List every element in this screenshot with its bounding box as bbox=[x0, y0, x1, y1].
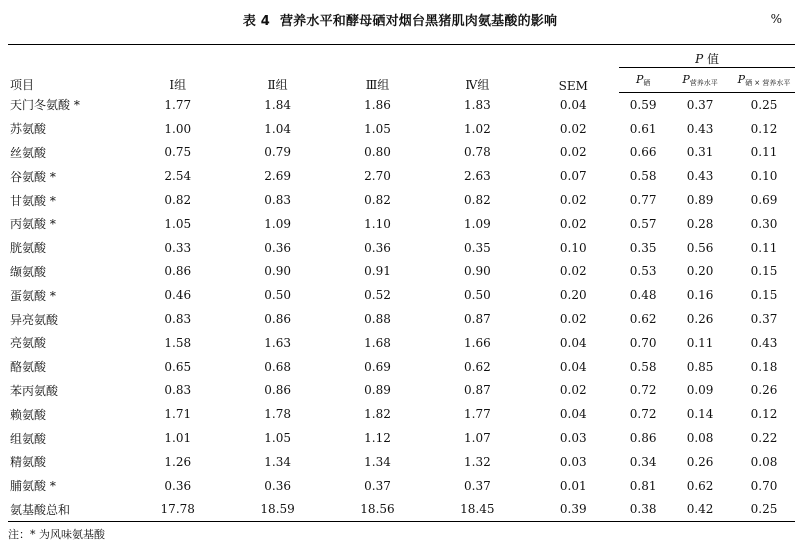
table-cell: 0.16 bbox=[686, 288, 714, 303]
table-cell: 0.43 bbox=[686, 121, 714, 136]
row-label: 天门冬氨酸 * bbox=[10, 98, 80, 113]
table-cell: 0.82 bbox=[164, 193, 192, 208]
table-row bbox=[8, 379, 795, 403]
header-group-1: Ⅰ组 bbox=[128, 45, 228, 93]
header-group-2: Ⅱ组 bbox=[228, 45, 328, 93]
row-label: 脯氨酸 * bbox=[10, 479, 56, 494]
table-cell: 0.88 bbox=[364, 312, 391, 327]
table-cell: 0.33 bbox=[164, 240, 192, 255]
table-cell: 0.25 bbox=[733, 498, 795, 522]
table-row bbox=[8, 474, 795, 498]
row-label: 苏氨酸 bbox=[10, 122, 47, 137]
table-row bbox=[8, 307, 795, 331]
table-cell: 0.86 bbox=[164, 264, 192, 279]
row-label: 酪氨酸 bbox=[10, 360, 47, 375]
table-cell: 0.10 bbox=[750, 169, 778, 184]
table-cell: 2.63 bbox=[464, 169, 491, 184]
table-cell: 0.75 bbox=[164, 145, 192, 160]
table-cell: 1.34 bbox=[364, 454, 391, 469]
row-label: 氨基酸总和 bbox=[8, 498, 128, 522]
p-sub-selenium: 硒 bbox=[643, 78, 651, 87]
table-cell: 1.78 bbox=[264, 407, 291, 422]
table-cell: 0.39 bbox=[527, 498, 619, 522]
table-cell: 0.82 bbox=[364, 193, 391, 208]
table-cell: 0.46 bbox=[164, 288, 192, 303]
table-cell: 0.12 bbox=[750, 407, 778, 422]
table-cell: 1.09 bbox=[464, 216, 491, 231]
table-cell: 0.86 bbox=[264, 312, 291, 327]
table-cell: 0.36 bbox=[364, 240, 391, 255]
row-label: 丝氨酸 bbox=[10, 145, 47, 160]
table-cell: 0.77 bbox=[629, 193, 657, 208]
unit-label: % bbox=[770, 12, 782, 26]
table-cell: 1.83 bbox=[464, 97, 491, 112]
table-cell: 0.04 bbox=[559, 359, 587, 374]
table-cell: 1.07 bbox=[464, 431, 491, 446]
table-cell: 0.15 bbox=[750, 264, 778, 279]
table-cell: 1.09 bbox=[264, 216, 291, 231]
table-cell: 0.58 bbox=[629, 359, 657, 374]
header-p-selenium bbox=[619, 68, 667, 93]
table-cell: 0.50 bbox=[264, 288, 291, 303]
table-cell: 0.62 bbox=[464, 359, 491, 374]
table-cell: 0.89 bbox=[686, 193, 714, 208]
header-p-nutrition bbox=[667, 68, 733, 93]
table-cell: 0.02 bbox=[559, 264, 587, 279]
table-cell: 0.31 bbox=[686, 145, 714, 160]
table-cell: 0.86 bbox=[264, 383, 291, 398]
table-cell: 0.36 bbox=[264, 478, 291, 493]
table-cell: 0.25 bbox=[750, 97, 778, 112]
table-cell: 0.90 bbox=[464, 264, 491, 279]
table-cell: 0.69 bbox=[364, 359, 391, 374]
table-cell: 0.85 bbox=[686, 359, 714, 374]
table-row bbox=[8, 331, 795, 355]
table-cell: 0.65 bbox=[164, 359, 192, 374]
header-p-interaction bbox=[733, 68, 795, 93]
table-cell: 0.18 bbox=[750, 359, 778, 374]
table-cell: 1.02 bbox=[464, 121, 491, 136]
table-cell: 0.50 bbox=[464, 288, 491, 303]
table-cell: 0.02 bbox=[559, 312, 587, 327]
table-cell: 0.38 bbox=[619, 498, 667, 522]
table-cell: 0.66 bbox=[629, 145, 657, 160]
table-cell: 0.11 bbox=[686, 335, 714, 350]
table-cell: 1.26 bbox=[164, 454, 192, 469]
row-label: 蛋氨酸 * bbox=[10, 288, 56, 303]
table-cell: 1.71 bbox=[164, 407, 192, 422]
table-cell: 0.26 bbox=[686, 312, 714, 327]
table-cell: 0.62 bbox=[629, 312, 657, 327]
table-cell: 0.70 bbox=[629, 335, 657, 350]
table-cell: 0.35 bbox=[629, 240, 657, 255]
table-cell: 2.70 bbox=[364, 169, 391, 184]
header-item: 项目 bbox=[8, 45, 128, 93]
table-cell: 0.08 bbox=[686, 431, 714, 446]
table-cell: 0.83 bbox=[264, 193, 291, 208]
table-cell: 1.12 bbox=[364, 431, 391, 446]
header-group-4: Ⅳ组 bbox=[427, 45, 527, 93]
table-cell: 0.15 bbox=[750, 288, 778, 303]
p-letter: P bbox=[682, 72, 690, 86]
table-cell: 0.86 bbox=[629, 431, 657, 446]
p-sub-nutrition: 营养水平 bbox=[689, 78, 718, 87]
table-cell: 0.02 bbox=[559, 383, 587, 398]
table-cell: 18.45 bbox=[427, 498, 527, 522]
p-letter: P bbox=[737, 72, 746, 86]
table-cell: 0.91 bbox=[364, 264, 391, 279]
p-group-letter: P bbox=[695, 52, 704, 66]
table-cell: 0.42 bbox=[667, 498, 733, 522]
table-cell: 0.70 bbox=[750, 478, 778, 493]
p-letter: P bbox=[635, 72, 644, 86]
table-cell: 0.48 bbox=[629, 288, 657, 303]
row-label: 缬氨酸 bbox=[10, 264, 47, 279]
table-cell: 0.12 bbox=[750, 121, 778, 136]
table-cell: 0.20 bbox=[686, 264, 714, 279]
table-cell: 1.01 bbox=[164, 431, 192, 446]
row-label: 甘氨酸 * bbox=[10, 193, 56, 208]
table-cell: 2.69 bbox=[264, 169, 291, 184]
row-label: 苯丙氨酸 bbox=[10, 383, 59, 398]
table-title-text: 营养水平和酵母硒对烟台黑猪肌肉氨基酸的影响 bbox=[279, 14, 558, 29]
table-cell: 18.56 bbox=[328, 498, 428, 522]
table-row bbox=[8, 260, 795, 284]
table-cell: 0.20 bbox=[559, 288, 587, 303]
table-cell: 0.26 bbox=[750, 383, 778, 398]
table-row bbox=[8, 164, 795, 188]
table-cell: 0.34 bbox=[629, 454, 657, 469]
table-cell: 1.77 bbox=[464, 407, 491, 422]
table-cell: 0.83 bbox=[164, 383, 192, 398]
row-label: 丙氨酸 * bbox=[10, 217, 56, 232]
table-cell: 1.86 bbox=[364, 97, 391, 112]
row-label: 谷氨酸 * bbox=[10, 169, 56, 184]
table-cell: 0.52 bbox=[364, 288, 391, 303]
row-label: 异亮氨酸 bbox=[10, 312, 59, 327]
table-cell: 0.69 bbox=[750, 193, 778, 208]
table-cell: 0.02 bbox=[559, 121, 587, 136]
table-cell: 0.11 bbox=[750, 240, 778, 255]
table-cell: 0.37 bbox=[686, 97, 714, 112]
table-cell: 1.32 bbox=[464, 454, 491, 469]
table-cell: 0.61 bbox=[629, 121, 657, 136]
table-cell: 1.05 bbox=[364, 121, 391, 136]
table-number: 表 4 bbox=[242, 14, 270, 29]
header-p-value-group bbox=[619, 45, 795, 68]
table-cell: 1.66 bbox=[464, 335, 491, 350]
table-cell: 0.43 bbox=[686, 169, 714, 184]
table-cell: 0.43 bbox=[750, 335, 778, 350]
table-cell: 0.04 bbox=[559, 335, 587, 350]
table-cell: 0.90 bbox=[264, 264, 291, 279]
row-label: 赖氨酸 bbox=[10, 407, 47, 422]
amino-acid-table bbox=[8, 44, 795, 522]
table-cell: 1.68 bbox=[364, 335, 391, 350]
table-cell: 0.26 bbox=[686, 454, 714, 469]
table-cell: 0.68 bbox=[264, 359, 291, 374]
table-cell: 1.63 bbox=[264, 335, 291, 350]
table-cell: 17.78 bbox=[128, 498, 228, 522]
table-cell: 0.58 bbox=[629, 169, 657, 184]
header-row-1 bbox=[8, 45, 795, 68]
table-cell: 0.28 bbox=[686, 216, 714, 231]
table-cell: 0.80 bbox=[364, 145, 391, 160]
table-cell: 0.57 bbox=[629, 216, 657, 231]
table-row bbox=[8, 498, 795, 522]
table-cell: 1.34 bbox=[264, 454, 291, 469]
table-cell: 0.08 bbox=[750, 454, 778, 469]
table-cell: 1.00 bbox=[164, 121, 192, 136]
table-cell: 1.05 bbox=[264, 431, 291, 446]
table-cell: 0.02 bbox=[559, 193, 587, 208]
table-row bbox=[8, 141, 795, 165]
table-cell: 18.59 bbox=[228, 498, 328, 522]
table-cell: 0.89 bbox=[364, 383, 391, 398]
table-cell: 0.14 bbox=[686, 407, 714, 422]
table-cell: 0.82 bbox=[464, 193, 491, 208]
table-row bbox=[8, 355, 795, 379]
table-cell: 0.22 bbox=[750, 431, 778, 446]
table-cell: 1.82 bbox=[364, 407, 391, 422]
row-label: 组氨酸 bbox=[10, 431, 47, 446]
table-cell: 1.58 bbox=[164, 335, 192, 350]
table-cell: 1.05 bbox=[164, 216, 192, 231]
table-cell: 0.56 bbox=[686, 240, 714, 255]
table-row bbox=[8, 283, 795, 307]
table-cell: 0.81 bbox=[629, 478, 657, 493]
row-label: 胱氨酸 bbox=[10, 241, 47, 256]
table-cell: 0.04 bbox=[559, 407, 587, 422]
header-group-3: Ⅲ组 bbox=[328, 45, 428, 93]
table-cell: 0.01 bbox=[559, 478, 587, 493]
table-cell: 0.04 bbox=[559, 97, 587, 112]
table-cell: 0.36 bbox=[164, 478, 192, 493]
table-cell: 0.87 bbox=[464, 383, 491, 398]
table-cell: 0.03 bbox=[559, 454, 587, 469]
table-note: 注：* 为风味氨基酸 bbox=[8, 528, 105, 541]
table-cell: 1.84 bbox=[264, 97, 291, 112]
table-row bbox=[8, 117, 795, 141]
table-cell: 0.35 bbox=[464, 240, 491, 255]
table-cell: 0.87 bbox=[464, 312, 491, 327]
table-cell: 0.02 bbox=[559, 145, 587, 160]
table-cell: 1.10 bbox=[364, 216, 391, 231]
table-cell: 0.30 bbox=[750, 216, 778, 231]
table-cell: 0.09 bbox=[686, 383, 714, 398]
table-cell: 0.53 bbox=[629, 264, 657, 279]
table-row bbox=[8, 236, 795, 260]
table-cell: 0.37 bbox=[464, 478, 491, 493]
table-row bbox=[8, 212, 795, 236]
table-body bbox=[8, 93, 795, 522]
table-cell: 0.36 bbox=[264, 240, 291, 255]
table-cell: 0.02 bbox=[559, 216, 587, 231]
table-cell: 1.04 bbox=[264, 121, 291, 136]
table-title bbox=[0, 10, 800, 29]
table-cell: 0.59 bbox=[629, 97, 657, 112]
table-cell: 0.62 bbox=[686, 478, 714, 493]
table-row bbox=[8, 402, 795, 426]
table-cell: 0.79 bbox=[264, 145, 291, 160]
table-cell: 0.72 bbox=[629, 383, 657, 398]
table-cell: 0.10 bbox=[559, 240, 587, 255]
table-cell: 1.77 bbox=[164, 97, 192, 112]
table-row bbox=[8, 426, 795, 450]
table-row bbox=[8, 93, 795, 117]
row-label: 亮氨酸 bbox=[10, 336, 47, 351]
table-row bbox=[8, 450, 795, 474]
table-cell: 0.83 bbox=[164, 312, 192, 327]
row-label: 精氨酸 bbox=[10, 455, 47, 470]
table-cell: 0.11 bbox=[750, 145, 778, 160]
table-cell: 0.78 bbox=[464, 145, 491, 160]
p-sub-interaction: 硒 × 营养水平 bbox=[745, 78, 791, 87]
table-cell: 0.03 bbox=[559, 431, 587, 446]
table-cell: 0.72 bbox=[629, 407, 657, 422]
table-row bbox=[8, 188, 795, 212]
table-cell: 0.07 bbox=[559, 169, 587, 184]
header-sem: SEM bbox=[527, 45, 619, 93]
p-group-word: 值 bbox=[707, 52, 720, 66]
table-cell: 2.54 bbox=[164, 169, 192, 184]
table-cell: 0.37 bbox=[750, 312, 778, 327]
table-cell: 0.37 bbox=[364, 478, 391, 493]
